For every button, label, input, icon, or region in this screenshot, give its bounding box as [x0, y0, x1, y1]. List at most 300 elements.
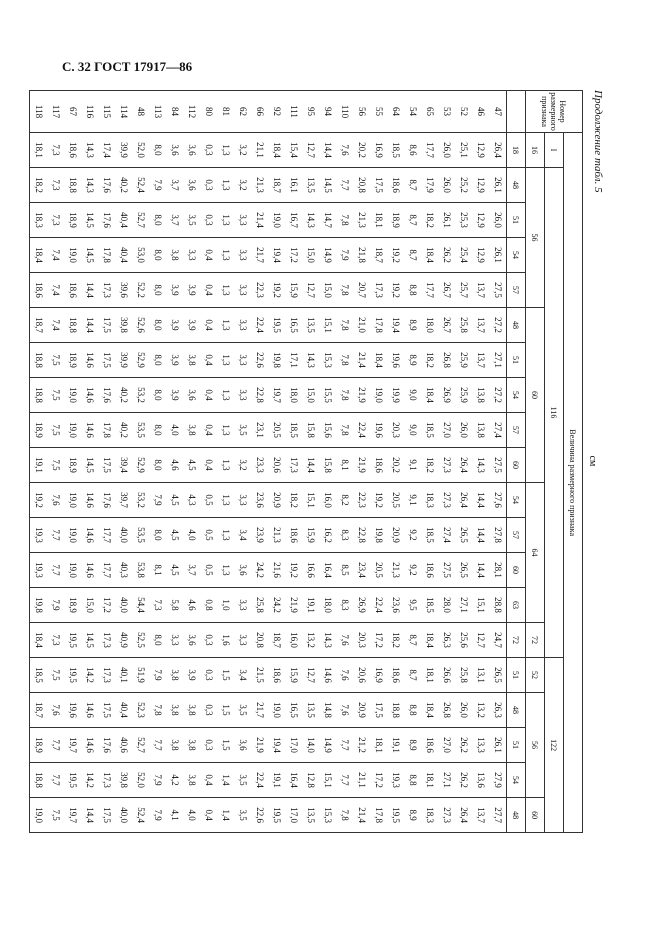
value-cell: 15,9	[302, 518, 319, 553]
value-cell: 27,8	[489, 518, 507, 553]
value-cell: 21,9	[285, 588, 302, 623]
value-cell: 8,5	[336, 553, 353, 588]
value-cell: 19,5	[64, 763, 81, 798]
value-cell: 21,2	[353, 728, 370, 763]
value-cell: 52,6	[132, 308, 149, 343]
row-index-cell: 81	[217, 91, 234, 133]
value-cell: 3,9	[166, 378, 183, 413]
value-cell: 13,3	[472, 728, 489, 763]
value-cell: 7,8	[336, 203, 353, 238]
value-cell: 19,8	[268, 343, 285, 378]
value-cell: 3,9	[166, 343, 183, 378]
value-cell: 3,2	[234, 448, 251, 483]
row-index-cell: 46	[472, 91, 489, 133]
value-cell: 8,0	[149, 343, 166, 378]
value-cell: 12,8	[302, 763, 319, 798]
level2-header: 52	[526, 658, 545, 693]
value-cell: 26,1	[489, 238, 507, 273]
value-cell: 26,1	[489, 728, 507, 763]
value-cell: 17,3	[98, 658, 115, 693]
table-row	[149, 91, 166, 833]
value-cell: 19,0	[30, 798, 48, 833]
value-cell: 18,9	[64, 448, 81, 483]
value-cell: 8,7	[404, 168, 421, 203]
value-cell: 3,5	[234, 763, 251, 798]
value-cell: 17,2	[370, 623, 387, 658]
value-cell: 18,6	[421, 553, 438, 588]
table-row	[472, 91, 489, 833]
value-cell: 19,7	[64, 798, 81, 833]
value-cell: 3,8	[166, 658, 183, 693]
table-row	[319, 91, 336, 833]
table-row	[251, 91, 268, 833]
value-cell: 21,5	[251, 658, 268, 693]
value-cell: 13,6	[472, 763, 489, 798]
value-cell: 19,2	[387, 273, 404, 308]
level3-header: 57	[507, 413, 526, 448]
value-cell: 20,9	[353, 693, 370, 728]
level3-header: 48	[507, 693, 526, 728]
value-cell: 17,5	[98, 798, 115, 833]
row-index-cell: 67	[64, 91, 81, 133]
value-cell: 26,3	[438, 623, 455, 658]
value-cell: 7,8	[336, 273, 353, 308]
value-cell: 15,3	[319, 798, 336, 833]
value-cell: 16,9	[370, 133, 387, 168]
value-cell: 24,7	[489, 623, 507, 658]
value-cell: 18,5	[421, 518, 438, 553]
value-cell: 26,4	[455, 448, 472, 483]
value-cell: 39,9	[115, 133, 132, 168]
value-cell: 21,0	[353, 308, 370, 343]
value-cell: 27,9	[489, 763, 507, 798]
value-cell: 16,0	[285, 623, 302, 658]
value-cell: 15,4	[285, 133, 302, 168]
value-cell: 7,4	[47, 273, 64, 308]
value-cell: 14,6	[319, 658, 336, 693]
value-cell: 18,4	[268, 133, 285, 168]
value-cell: 16,5	[285, 308, 302, 343]
value-cell: 18,6	[387, 658, 404, 693]
row-index-cell: 56	[353, 91, 370, 133]
row-index-cell: 52	[455, 91, 472, 133]
value-cell: 7,6	[47, 483, 64, 518]
level3-header: 51	[507, 343, 526, 378]
table-row	[132, 91, 149, 833]
value-cell: 3,2	[234, 133, 251, 168]
value-cell: 15,0	[302, 378, 319, 413]
row-index-cell: 95	[302, 91, 319, 133]
value-cell: 18,8	[30, 763, 48, 798]
value-cell: 19,0	[64, 378, 81, 413]
level3-header: 54	[507, 378, 526, 413]
value-cell: 1,3	[217, 238, 234, 273]
value-cell: 40,0	[115, 798, 132, 833]
value-cell: 14,3	[81, 133, 98, 168]
value-cell: 19,1	[268, 763, 285, 798]
table-row	[268, 91, 285, 833]
value-cell: 3,9	[166, 273, 183, 308]
value-cell: 7,3	[149, 588, 166, 623]
value-cell: 0,3	[200, 693, 217, 728]
table-row	[336, 91, 353, 833]
value-cell: 1,3	[217, 273, 234, 308]
value-cell: 14,4	[472, 483, 489, 518]
level3-header: 51	[507, 658, 526, 693]
value-cell: 7,7	[47, 553, 64, 588]
level3-header: 57	[507, 518, 526, 553]
table-row	[370, 91, 387, 833]
value-cell: 3,8	[166, 693, 183, 728]
value-cell: 21,3	[353, 203, 370, 238]
value-cell: 14,6	[81, 483, 98, 518]
row-index-cell: 62	[234, 91, 251, 133]
value-cell: 1,6	[217, 623, 234, 658]
value-cell: 13,5	[302, 308, 319, 343]
value-cell: 8,7	[404, 658, 421, 693]
value-cell: 17,6	[98, 168, 115, 203]
value-cell: 27,1	[438, 763, 455, 798]
value-cell: 40,2	[115, 378, 132, 413]
value-cell: 0,4	[200, 273, 217, 308]
value-cell: 28,0	[438, 588, 455, 623]
value-cell: 3,3	[234, 308, 251, 343]
value-cell: 26,0	[438, 133, 455, 168]
value-cell: 1,3	[217, 133, 234, 168]
value-cell: 26,8	[438, 343, 455, 378]
value-cell: 0,3	[200, 168, 217, 203]
value-cell: 18,4	[421, 693, 438, 728]
value-cell: 19,3	[387, 763, 404, 798]
row-index-cell: 94	[319, 91, 336, 133]
value-cell: 25,1	[455, 133, 472, 168]
data-table	[29, 90, 583, 833]
row-index-cell: 110	[336, 91, 353, 133]
value-cell: 3,3	[234, 203, 251, 238]
value-cell: 17,4	[98, 133, 115, 168]
value-cell: 20,8	[251, 623, 268, 658]
value-cell: 17,7	[421, 273, 438, 308]
value-cell: 21,7	[251, 238, 268, 273]
value-cell: 8,0	[149, 448, 166, 483]
value-cell: 20,5	[370, 553, 387, 588]
level2-header: 60	[526, 308, 545, 483]
value-cell: 20,9	[268, 483, 285, 518]
row-index-cell: 118	[30, 91, 48, 133]
value-cell: 3,8	[183, 413, 200, 448]
value-cell: 22,4	[370, 588, 387, 623]
value-cell: 1,3	[217, 448, 234, 483]
value-cell: 8,0	[149, 273, 166, 308]
value-cell: 18,2	[387, 623, 404, 658]
value-cell: 21,4	[251, 203, 268, 238]
index-header-blank	[507, 91, 526, 133]
value-cell: 4,2	[166, 763, 183, 798]
value-cell: 8,0	[149, 238, 166, 273]
row-index-cell: 92	[268, 91, 285, 133]
value-cell: 7,5	[47, 378, 64, 413]
value-cell: 40,1	[115, 658, 132, 693]
value-cell: 14,0	[302, 728, 319, 763]
value-cell: 7,7	[336, 168, 353, 203]
value-cell: 27,5	[489, 448, 507, 483]
value-cell: 3,8	[166, 728, 183, 763]
value-cell: 27,3	[438, 483, 455, 518]
table-row	[234, 91, 251, 833]
value-cell: 3,5	[234, 798, 251, 833]
row-index-cell: 48	[132, 91, 149, 133]
value-cell: 7,4	[47, 238, 64, 273]
value-cell: 27,5	[438, 553, 455, 588]
value-cell: 18,6	[30, 273, 48, 308]
value-cell: 19,5	[268, 798, 285, 833]
value-cell: 26,2	[455, 728, 472, 763]
value-cell: 25,3	[455, 203, 472, 238]
value-cell: 18,9	[30, 728, 48, 763]
value-cell: 13,5	[302, 798, 319, 833]
level3-header: 51	[507, 728, 526, 763]
value-cell: 22,4	[251, 763, 268, 798]
value-cell: 19,6	[370, 413, 387, 448]
row-index-cell: 115	[98, 91, 115, 133]
value-cell: 8,7	[404, 623, 421, 658]
value-cell: 23,6	[387, 588, 404, 623]
value-cell: 3,8	[183, 728, 200, 763]
value-cell: 4,5	[166, 553, 183, 588]
value-cell: 17,6	[98, 378, 115, 413]
value-cell: 17,1	[285, 343, 302, 378]
value-cell: 4,0	[166, 413, 183, 448]
value-cell: 9,1	[404, 448, 421, 483]
value-cell: 20,5	[268, 413, 285, 448]
value-cell: 7,9	[336, 238, 353, 273]
value-cell: 7,9	[47, 588, 64, 623]
value-cell: 16,4	[319, 553, 336, 588]
value-cell: 26,0	[489, 203, 507, 238]
value-cell: 26,9	[438, 378, 455, 413]
value-cell: 13,2	[302, 623, 319, 658]
value-cell: 26,0	[438, 168, 455, 203]
value-cell: 27,1	[489, 343, 507, 378]
value-cell: 52,2	[132, 273, 149, 308]
value-cell: 26,7	[438, 308, 455, 343]
level1-header: 122	[545, 658, 564, 833]
value-cell: 17,7	[98, 553, 115, 588]
value-cell: 1,4	[217, 798, 234, 833]
value-cell: 3,5	[234, 413, 251, 448]
value-cell: 3,5	[234, 693, 251, 728]
value-cell: 18,6	[285, 518, 302, 553]
value-cell: 40,4	[115, 203, 132, 238]
value-cell: 7,8	[336, 378, 353, 413]
value-cell: 7,3	[47, 623, 64, 658]
value-cell: 12,9	[472, 203, 489, 238]
value-cell: 7,5	[47, 658, 64, 693]
value-cell: 14,6	[81, 518, 98, 553]
value-cell: 7,3	[47, 203, 64, 238]
row-index-cell: 117	[47, 91, 64, 133]
value-cell: 7,6	[336, 658, 353, 693]
row-index-cell: 111	[285, 91, 302, 133]
table-row	[183, 91, 200, 833]
value-cell: 24,2	[251, 553, 268, 588]
row-index-cell: 64	[387, 91, 404, 133]
value-cell: 22,6	[251, 798, 268, 833]
value-cell: 14,6	[81, 378, 98, 413]
value-cell: 53,8	[132, 553, 149, 588]
table-row	[64, 91, 81, 833]
value-cell: 19,0	[64, 238, 81, 273]
level3-header: 54	[507, 483, 526, 518]
value-cell: 26,4	[489, 133, 507, 168]
value-cell: 3,9	[166, 308, 183, 343]
value-cell: 19,0	[268, 203, 285, 238]
value-cell: 9,1	[404, 483, 421, 518]
value-cell: 0,8	[200, 588, 217, 623]
table-row	[302, 91, 319, 833]
value-cell: 13,2	[472, 693, 489, 728]
value-cell: 18,8	[30, 343, 48, 378]
value-cell: 39,4	[115, 448, 132, 483]
value-cell: 23,3	[251, 448, 268, 483]
level3-header: 60	[507, 448, 526, 483]
value-cell: 25,7	[455, 273, 472, 308]
value-cell: 8,1	[149, 553, 166, 588]
value-cell: 8,2	[336, 483, 353, 518]
value-cell: 14,4	[81, 308, 98, 343]
value-cell: 15,6	[319, 413, 336, 448]
row-index-cell: 84	[166, 91, 183, 133]
value-cell: 19,5	[64, 658, 81, 693]
value-cell: 12,9	[472, 168, 489, 203]
value-cell: 40,2	[115, 168, 132, 203]
value-cell: 19,5	[387, 798, 404, 833]
value-cell: 17,3	[98, 273, 115, 308]
value-cell: 18,0	[319, 588, 336, 623]
value-cell: 52,7	[132, 728, 149, 763]
row-index-cell: 113	[149, 91, 166, 133]
value-cell: 3,5	[183, 203, 200, 238]
value-cell: 40,3	[115, 553, 132, 588]
table-row	[387, 91, 404, 833]
value-cell: 8,0	[149, 623, 166, 658]
value-cell: 18,1	[370, 728, 387, 763]
row-index-cell: 116	[81, 91, 98, 133]
value-cell: 21,4	[353, 343, 370, 378]
value-cell: 20,9	[387, 518, 404, 553]
value-cell: 20,2	[353, 133, 370, 168]
value-cell: 3,6	[183, 623, 200, 658]
row-index-cell: 66	[251, 91, 268, 133]
level3-header: 48	[507, 308, 526, 343]
value-cell: 19,2	[370, 483, 387, 518]
value-cell: 8,9	[404, 343, 421, 378]
value-cell: 7,7	[336, 728, 353, 763]
value-cell: 7,9	[149, 483, 166, 518]
value-cell: 12,7	[472, 623, 489, 658]
value-cell: 17,3	[98, 763, 115, 798]
value-cell: 3,4	[234, 518, 251, 553]
value-cell: 0,4	[200, 378, 217, 413]
value-cell: 13,5	[302, 693, 319, 728]
value-cell: 18,7	[268, 623, 285, 658]
value-cell: 0,3	[200, 203, 217, 238]
value-cell: 27,3	[438, 798, 455, 833]
value-cell: 3,2	[234, 168, 251, 203]
value-cell: 7,5	[47, 343, 64, 378]
value-cell: 18,6	[387, 168, 404, 203]
value-cell: 7,7	[149, 728, 166, 763]
value-cell: 18,9	[30, 413, 48, 448]
value-cell: 3,8	[183, 693, 200, 728]
value-cell: 53,2	[132, 378, 149, 413]
value-cell: 21,1	[251, 133, 268, 168]
value-cell: 8,0	[149, 308, 166, 343]
value-cell: 7,8	[336, 798, 353, 833]
value-cell: 7,8	[336, 343, 353, 378]
level3-header: 48	[507, 168, 526, 203]
value-cell: 7,6	[336, 623, 353, 658]
value-cell: 1,3	[217, 308, 234, 343]
value-cell: 7,3	[47, 133, 64, 168]
value-cell: 53,5	[132, 518, 149, 553]
value-cell: 21,3	[251, 168, 268, 203]
value-cell: 53,2	[132, 483, 149, 518]
value-cell: 21,7	[251, 693, 268, 728]
value-cell: 26,4	[455, 798, 472, 833]
value-cell: 40,6	[115, 728, 132, 763]
value-cell: 3,3	[234, 273, 251, 308]
value-cell: 18,4	[421, 623, 438, 658]
value-cell: 26,2	[455, 763, 472, 798]
value-cell: 4,3	[183, 483, 200, 518]
value-cell: 26,1	[438, 203, 455, 238]
rotated-table-block	[34, 90, 601, 832]
value-cell: 23,9	[251, 518, 268, 553]
value-cell: 0,5	[200, 483, 217, 518]
value-cell: 17,3	[370, 273, 387, 308]
value-cell: 18,8	[64, 168, 81, 203]
value-cell: 28,8	[489, 588, 507, 623]
value-cell: 27,0	[438, 413, 455, 448]
value-cell: 0,4	[200, 763, 217, 798]
value-cell: 27,3	[438, 448, 455, 483]
value-cell: 18,9	[387, 203, 404, 238]
value-cell: 17,5	[370, 693, 387, 728]
value-cell: 18,3	[421, 798, 438, 833]
value-cell: 20,3	[387, 413, 404, 448]
value-cell: 18,5	[387, 133, 404, 168]
level1-header: I	[545, 133, 564, 168]
table-row	[217, 91, 234, 833]
value-cell: 20,5	[387, 483, 404, 518]
value-cell: 18,3	[421, 483, 438, 518]
value-cell: 3,3	[234, 483, 251, 518]
value-cell: 18,9	[64, 588, 81, 623]
value-cell: 19,0	[64, 483, 81, 518]
level2-header: 64	[526, 483, 545, 623]
value-cell: 9,2	[404, 518, 421, 553]
value-cell: 18,2	[421, 203, 438, 238]
value-cell: 27,2	[489, 378, 507, 413]
value-cell: 3,9	[183, 308, 200, 343]
value-cell: 27,7	[489, 798, 507, 833]
value-cell: 17,5	[98, 693, 115, 728]
value-cell: 19,2	[285, 553, 302, 588]
value-cell: 18,4	[421, 378, 438, 413]
value-cell: 52,3	[132, 693, 149, 728]
value-cell: 14,5	[81, 448, 98, 483]
